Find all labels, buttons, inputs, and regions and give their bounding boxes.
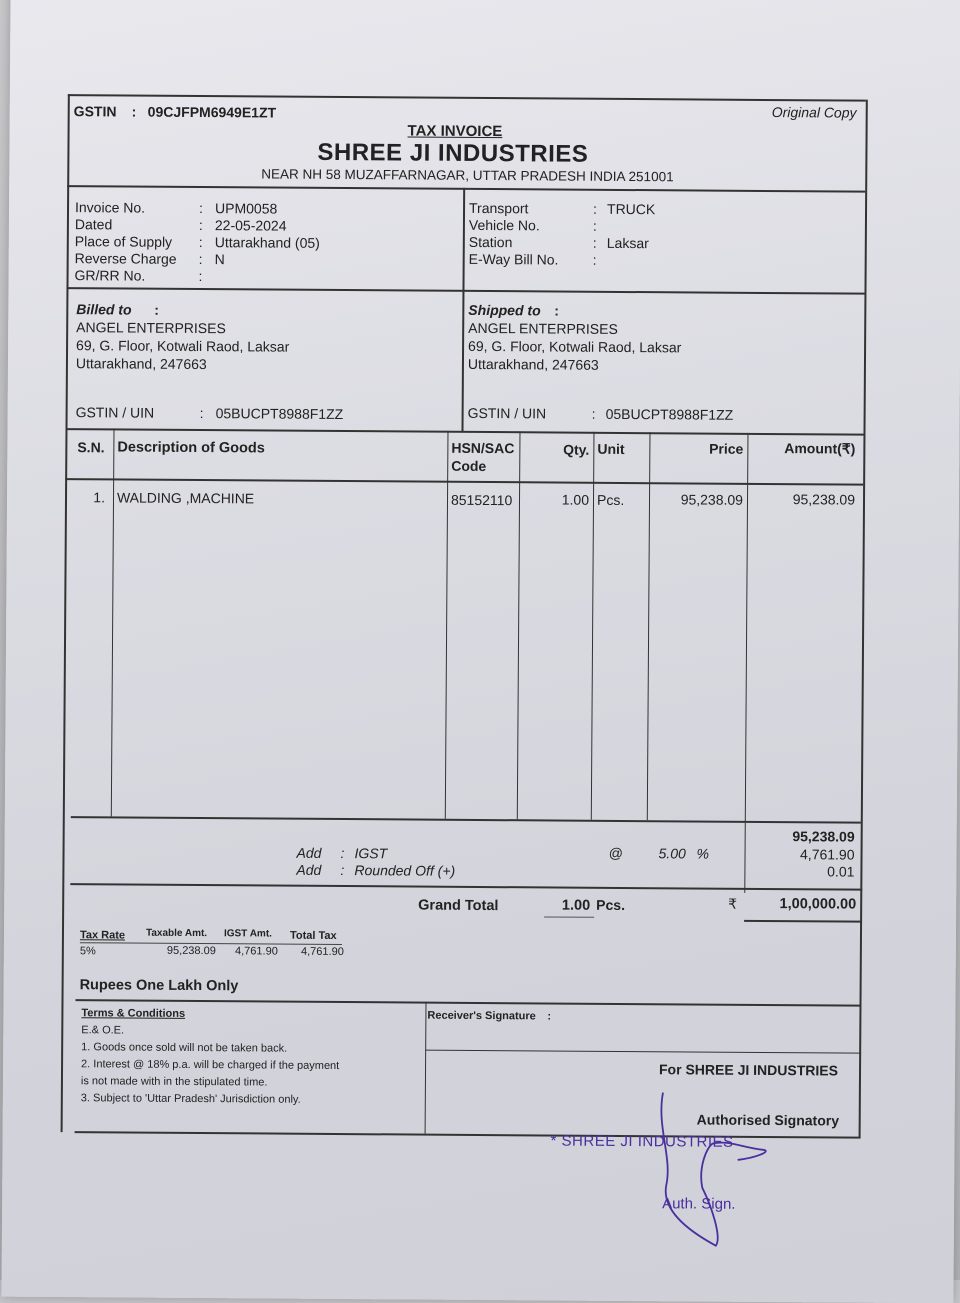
tax-summary-igst: 4,761.90	[234, 945, 278, 958]
authorised-signatory-label: Authorised Signatory	[696, 1111, 840, 1129]
th-unit: Unit	[597, 440, 625, 457]
invoice-no-label: Invoice No.	[74, 199, 146, 216]
frame-top	[68, 94, 866, 101]
shipped-to-heading: Shipped to	[468, 301, 541, 319]
stamp-star-icon: *	[550, 1132, 557, 1150]
receiver-signature-label: Receiver's Signature	[427, 1009, 536, 1023]
th-price: Price	[709, 440, 744, 457]
frame-right	[859, 100, 868, 1138]
tax-summary-rate: 5%	[79, 945, 96, 958]
tax-line-2-colon: :	[340, 862, 345, 879]
frame-left	[61, 94, 70, 1132]
details-vdivider	[461, 188, 464, 432]
grand-total-bottom-divider	[744, 920, 862, 922]
grrr-colon: :	[198, 268, 203, 285]
vehicle-label: Vehicle No.	[468, 216, 540, 234]
row-qty: 1.00	[561, 491, 590, 508]
copy-label: Original Copy	[771, 104, 857, 121]
grand-total-currency: ₹	[728, 895, 738, 912]
tax-summary-h-taxable: Taxable Amt.	[145, 927, 208, 940]
billed-to-address2: Uttarakhand, 247663	[75, 355, 207, 373]
transport-value: TRUCK	[606, 200, 656, 218]
billed-to-gstin-colon: :	[199, 405, 204, 422]
reverse-colon: :	[198, 251, 203, 268]
row-sn: 1.	[93, 489, 106, 506]
table-row	[7, 489, 867, 509]
tax-summary-h-rate: Tax Rate	[79, 929, 126, 942]
th-desc: Description of Goods	[117, 439, 265, 457]
row-price: 95,238.09	[680, 491, 744, 508]
station-value: Laksar	[606, 234, 649, 252]
col-line-price	[744, 433, 748, 893]
doc-title: TAX INVOICE	[407, 122, 503, 141]
col-line-sn	[111, 428, 115, 816]
place-colon: :	[198, 234, 203, 251]
tax-line-1-label: IGST	[354, 845, 388, 862]
place-label: Place of Supply	[74, 233, 173, 250]
tax-line-2-label: Rounded Off (+)	[354, 862, 456, 879]
place-value: Uttarakhand (05)	[214, 234, 320, 251]
col-line-qty	[591, 432, 595, 820]
shipped-to-gstin-label: GSTIN / UIN	[467, 404, 547, 422]
grand-total-amount: 1,00,000.00	[779, 896, 857, 913]
terms-line-1: E.& O.E.	[81, 1024, 125, 1037]
row-unit: Pcs.	[596, 491, 625, 508]
tax-summary	[80, 927, 360, 963]
eway-colon: :	[592, 251, 597, 268]
company-name: SHREE JI INDUSTRIES	[317, 138, 589, 168]
tax-summary-taxable: 95,238.09	[166, 944, 216, 958]
party-divider	[65, 428, 863, 435]
tax-line-2-amount: 0.01	[827, 863, 855, 880]
terms-line-3: 2. Interest @ 18% p.a. will be charged if the payment	[81, 1058, 340, 1073]
tax-line-1-pct: %	[696, 845, 710, 862]
row-desc: WALDING ,MACHINE	[116, 489, 255, 507]
grand-total-qty-underline	[544, 916, 594, 917]
for-company-label: For SHREE JI INDUSTRIES	[658, 1061, 839, 1079]
tax-summary-h-total: Total Tax	[289, 929, 337, 942]
billed-to-colon: :	[154, 301, 160, 318]
billed-to-name: ANGEL ENTERPRISES	[76, 319, 226, 337]
tax-summary-total: 4,761.90	[300, 945, 344, 959]
tax-line-1-rate: 5.00	[658, 845, 686, 862]
th-hsn-1: HSN/SAC	[451, 439, 515, 457]
transport-colon: :	[592, 200, 597, 217]
stamp-company-text: SHREE JI INDUSTRIES	[561, 1132, 734, 1151]
shipped-to-colon: :	[554, 302, 560, 319]
shipped-to-gstin-value: 05BUCPT8988F1ZZ	[605, 405, 734, 423]
billed-to-gstin-value: 05BUCPT8988F1ZZ	[215, 405, 344, 423]
amount-in-words: Rupees One Lakh Only	[79, 977, 239, 995]
terms-line-4: is not made with in the stipulated time.	[80, 1075, 268, 1089]
tax-line-1-prefix: Add	[296, 844, 322, 861]
shipped-to-address1: 69, G. Floor, Kotwali Raod, Laksar	[468, 337, 682, 356]
invoice-no-colon: :	[198, 200, 203, 217]
gstin-value: 09CJFPM6949E1ZT	[147, 103, 277, 121]
grand-total-qty: 1.00	[561, 897, 591, 914]
dated-value: 22-05-2024	[214, 217, 287, 234]
shipped-to-gstin-colon: :	[591, 405, 596, 422]
header-divider	[67, 185, 865, 192]
tax-line-1-at: @	[608, 844, 623, 861]
terms-line-2: 1. Goods once sold will not be taken back.	[81, 1041, 288, 1055]
dated-colon: :	[198, 217, 203, 234]
col-line-hsn	[517, 431, 521, 819]
invoice-paper	[1, 0, 960, 1303]
station-colon: :	[592, 234, 597, 251]
tax-line-1-amount: 4,761.90	[799, 846, 855, 863]
terms-line-5: 3. Subject to 'Uttar Pradesh' Jurisdiction only.	[80, 1092, 301, 1106]
invoice-no-value: UPM0058	[214, 200, 278, 217]
handwritten-signature	[642, 1087, 793, 1258]
items-bottom-divider	[71, 816, 861, 823]
details-divider	[66, 287, 864, 294]
row-amount: 95,238.09	[792, 491, 856, 508]
reverse-value: N	[214, 251, 225, 268]
tax-line-1-colon: :	[340, 845, 345, 862]
tax-line-2-prefix: Add	[296, 861, 322, 878]
reverse-label: Reverse Charge	[74, 250, 177, 267]
shipped-to-name: ANGEL ENTERPRISES	[468, 319, 618, 337]
billed-to-gstin-label: GSTIN / UIN	[75, 404, 155, 421]
receiver-signature-colon: :	[547, 1010, 552, 1023]
subtotal-amount: 95,238.09	[792, 828, 855, 845]
th-amount: Amount(₹)	[784, 440, 856, 457]
receiver-divider	[425, 1050, 861, 1054]
company-address: NEAR NH 58 MUZAFFARNAGAR, UTTAR PRADESH INDIA 251001	[261, 166, 674, 185]
col-line-desc	[445, 431, 449, 819]
items-header-divider	[65, 478, 863, 485]
terms-heading: Terms & Conditions	[81, 1007, 186, 1020]
grand-total-unit: Pcs.	[596, 896, 626, 914]
gstin-label: GSTIN	[73, 103, 117, 120]
footer-divider	[76, 999, 862, 1006]
station-label: Station	[468, 233, 513, 251]
grrr-label: GR/RR No.	[74, 267, 146, 284]
dated-label: Dated	[74, 216, 113, 233]
th-sn: S.N.	[77, 439, 105, 456]
tax-summary-h-igst: IGST Amt.	[223, 928, 272, 940]
vehicle-colon: :	[592, 217, 597, 234]
stamp-sign: Auth. Sign.	[662, 1195, 736, 1213]
transport-label: Transport	[468, 199, 529, 217]
row-hsn: 85152110	[450, 491, 513, 509]
gstin-colon: :	[131, 103, 137, 120]
shipped-to-address2: Uttarakhand, 247663	[467, 355, 599, 373]
th-qty: Qty.	[563, 441, 590, 458]
th-hsn-2: Code	[451, 457, 487, 475]
eway-label: E-Way Bill No.	[468, 250, 559, 268]
billed-to-heading: Billed to	[76, 301, 132, 318]
col-line-unit	[647, 432, 651, 820]
grand-total-label: Grand Total	[418, 897, 499, 915]
billed-to-address1: 69, G. Floor, Kotwali Raod, Laksar	[76, 337, 290, 355]
